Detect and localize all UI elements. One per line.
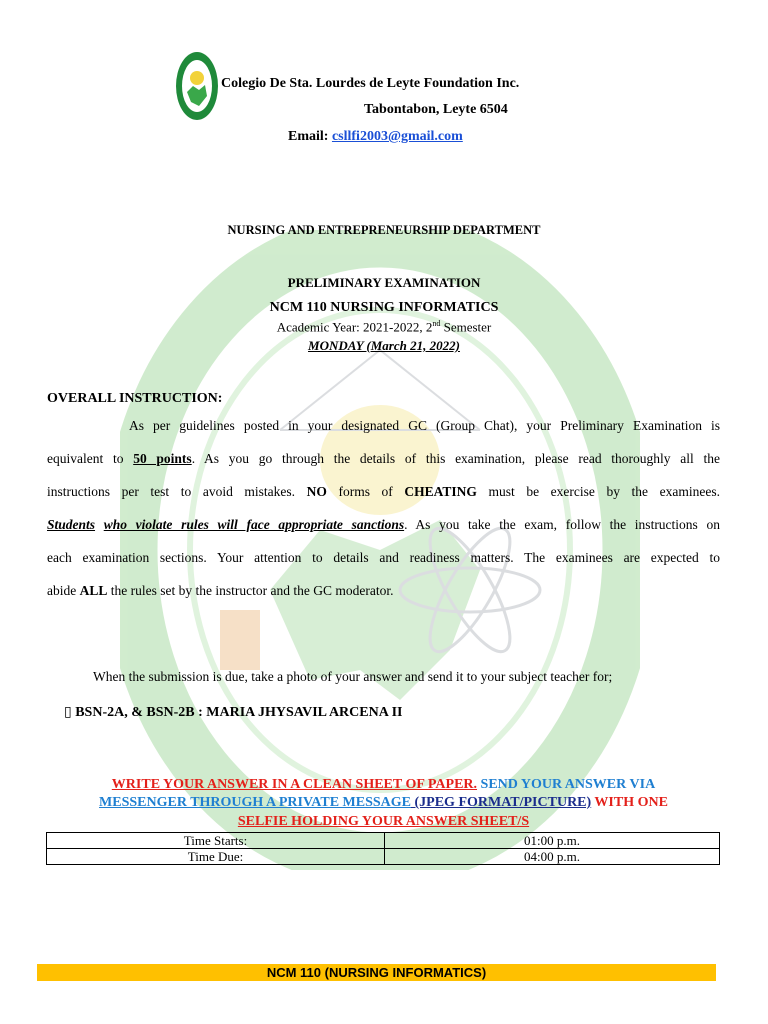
academic-year-text: Academic Year: 2021-2022, 2	[276, 319, 433, 335]
notice-red: WITH ONE	[591, 795, 668, 810]
schedule-table	[46, 832, 720, 865]
table-row	[47, 833, 720, 849]
footer-course-banner: NCM 110 (NURSING INFORMATICS)	[37, 964, 716, 981]
notice-red: SELFIE HOLDING YOUR ANSWER SHEET/S	[237, 814, 530, 829]
students-emphasis: Students	[47, 517, 96, 532]
department-title: NURSING AND ENTREPRENEURSHIP DEPARTMENT	[227, 223, 541, 237]
instruction-line-2	[47, 451, 720, 467]
cheating-emphasis: CHEATING	[404, 484, 477, 499]
exam-title: PRELIMINARY EXAMINATION	[287, 275, 481, 290]
email-label: Email:	[288, 129, 332, 144]
submission-instruction: When the submission is due, take a photo of your answer and send it to your subject teacher for;	[93, 669, 613, 684]
instruction-line-1: As per guidelines posted in your designated GC (Group Chat), your Preliminary Examination is	[129, 418, 720, 433]
email-line	[288, 129, 463, 145]
text-segment: . As you go through the details of this examination, please read thoroughly all the	[191, 451, 720, 466]
teacher-assignment	[64, 704, 402, 721]
course-title: NCM 110 NURSING INFORMATICS	[269, 300, 499, 315]
bullet-icon: ▯	[64, 705, 76, 720]
schedule-label: Time Starts:	[47, 833, 385, 849]
text-segment: forms of	[326, 484, 405, 499]
text-segment: must be exercise by the examinees.	[476, 484, 720, 499]
notice-line-1	[47, 777, 720, 793]
academic-year	[0, 319, 768, 335]
exam-date: MONDAY (March 21, 2022)	[308, 338, 460, 353]
table-row	[47, 849, 720, 865]
schedule-label: Time Due:	[47, 849, 385, 865]
text-segment: . As you take the exam, follow the instructions on	[404, 517, 720, 532]
notice-line-2	[47, 795, 720, 811]
instruction-line-5: each examination sections. Your attention to details and readiness matters. The examinees are expected to	[47, 550, 720, 565]
notice-navy: (JPEG FORMAT/PICTURE)	[411, 795, 592, 810]
schedule-value: 01:00 p.m.	[385, 833, 720, 849]
instruction-line-3	[47, 484, 720, 500]
institution-address: Tabontabon, Leyte 6504	[364, 102, 508, 117]
institution-name: Colegio De Sta. Lourdes de Leyte Foundation Inc.	[221, 76, 520, 91]
notice-blue: MESSENGER THROUGH A PRIVATE MESSAGE	[99, 795, 411, 810]
instruction-line-6	[47, 583, 720, 599]
all-emphasis: ALL	[79, 583, 108, 598]
points-emphasis: 50 points	[133, 451, 192, 466]
text-segment: instructions per test to avoid mistakes.	[47, 484, 307, 499]
notice-blue: SEND YOUR ANSWER VIA	[477, 777, 656, 792]
notice-line-3	[47, 814, 720, 830]
text-segment: the rules set by the instructor and the GC moderator.	[107, 583, 394, 598]
academic-year-sup: nd	[432, 319, 441, 328]
instruction-line-4	[47, 517, 720, 533]
notice-red: WRITE YOUR ANSWER IN A CLEAN SHEET OF PAPER.	[111, 777, 478, 792]
sanctions-emphasis: who violate rules will face appropriate sanctions	[103, 517, 405, 532]
academic-year-semester: Semester	[440, 319, 492, 335]
school-seal-logo	[175, 50, 219, 122]
email-link[interactable]: csllfi2003@gmail.com	[331, 129, 463, 144]
text-segment: abide	[47, 583, 80, 598]
instruction-heading: OVERALL INSTRUCTION:	[47, 391, 223, 406]
no-emphasis: NO	[306, 484, 327, 499]
teacher-text: BSN-2A, & BSN-2B : MARIA JHYSAVIL ARCENA II	[75, 705, 403, 720]
text-segment: equivalent to	[47, 451, 134, 466]
schedule-value: 04:00 p.m.	[385, 849, 720, 865]
